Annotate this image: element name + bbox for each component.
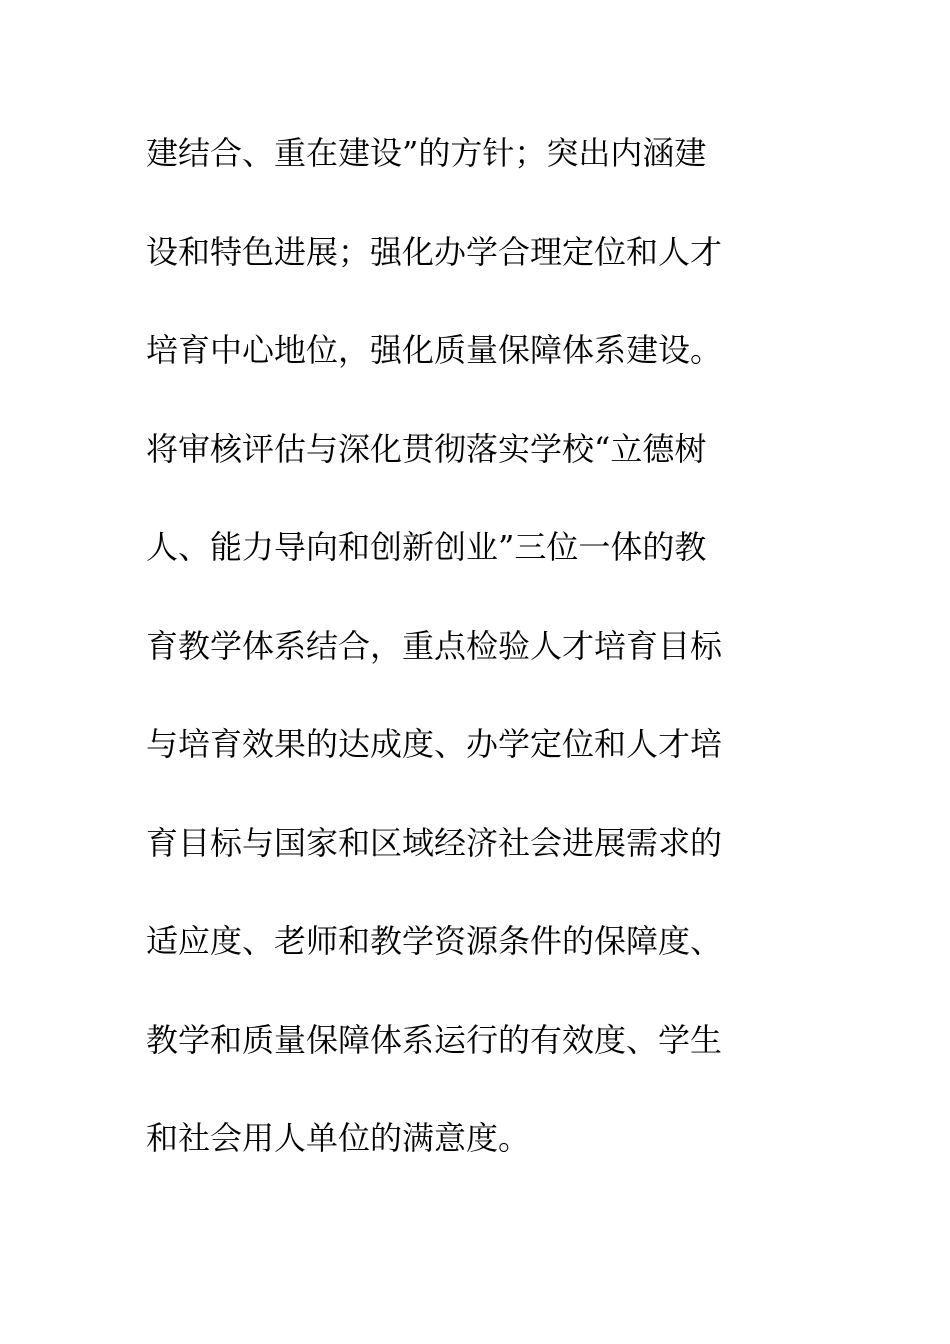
text-line-9: 适应度、老师和教学资源条件的保障度、: [146, 922, 723, 960]
text-line-7: 与培育效果的达成度、办学定位和人才培: [146, 725, 723, 763]
text-line-2: 设和特色进展；强化办学合理定位和人才: [146, 232, 723, 271]
text-line-4: 将审核评估与深化贯彻落实学校“立德树: [146, 429, 707, 468]
text-line-11: 和社会用人单位的满意度。: [146, 1119, 531, 1157]
text-line-10: 教学和质量保障体系运行的有效度、学生: [146, 1020, 723, 1059]
text-line-8: 育目标与国家和区域经济社会进展需求的: [146, 823, 723, 862]
text-line-6: 育教学体系结合，重点检验人才培育目标: [146, 626, 723, 665]
text-line-1: 建结合、重在建设”的方针；突出内涵建: [146, 134, 707, 172]
text-line-3: 培育中心地位，强化质量保障体系建设。: [146, 331, 723, 369]
body-text: [146, 122, 786, 1206]
text-line-5: 人、能力导向和创新创业”三位一体的教: [146, 528, 707, 566]
